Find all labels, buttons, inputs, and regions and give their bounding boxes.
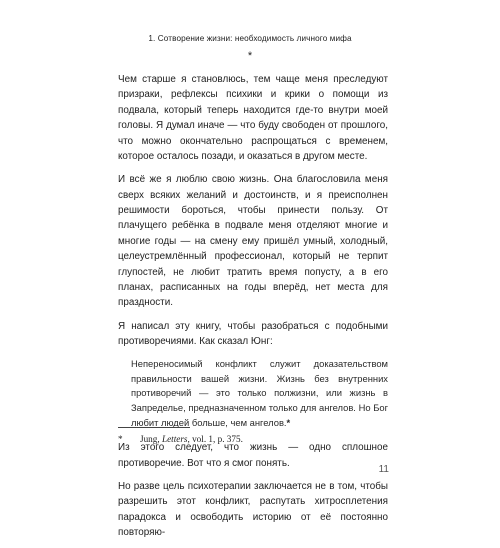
footnote-details: , vol. 1, p. 375. bbox=[187, 434, 243, 444]
page-number: 11 bbox=[378, 464, 389, 475]
footnote bbox=[118, 433, 388, 445]
running-head: 1. Сотворение жизни: необходимость личного мифа bbox=[148, 34, 352, 43]
paragraph-4: Из этого следует, что жизнь — одно сплошное противоречие. Вот что я смог понять. bbox=[118, 442, 388, 469]
paragraph-3: Я написал эту книгу, чтобы разобраться с подобными противоречиями. Как сказал Юнг: bbox=[118, 320, 388, 348]
footnote-title: Letters bbox=[161, 434, 188, 444]
footnote-reference[interactable]: * bbox=[286, 416, 291, 428]
paragraph-1: Чем старше я становлюсь, тем чаще меня преследуют призраки, рефлексы психики и крики о помощи из подвала, который теперь находится где-то внутри моей головы. Я думал иначе — что буду свободен от прошлого, что можно окончательно распрощаться с временем, которое осталось позади, и оказаться в другом месте. bbox=[118, 74, 388, 163]
paragraph-5: Но разве цель психотерапии заключается не в том, чтобы разрешить этот конфликт, распутать хитросплетения парадокса и освободить историю от её постоянно повторяю- bbox=[118, 480, 388, 539]
section-ornament: * bbox=[247, 50, 253, 62]
body-text bbox=[118, 72, 388, 548]
quote-text: Непереносимый конфликт служит доказательством правильности вашей жизни. Жизнь без внутренних противоречий — это только полжизни, или жизнь в Запределье, предназначенном только для ангелов. Но Бог любит людей больше, чем ангелов. bbox=[131, 358, 388, 428]
jung-quote bbox=[131, 357, 388, 430]
footnote-mark: * bbox=[118, 434, 123, 444]
footnote-author: Jung, bbox=[140, 434, 160, 444]
footnote-divider bbox=[118, 427, 190, 428]
paragraph-2: И всё же я люблю свою жизнь. Она благословила меня сверх всяких желаний и достоинств, и я преисполнен решимости бороться, чтобы принести пользу. От плачущего ребёнка в подвале меня отделяют многие и многие годы — на смену ему пришёл умный, холодный, целеустремлённый профессионал, который не терпит глупостей, не любит тратить время попусту, а в его планах, расписанных на годы вперёд, нет места для праздности. bbox=[118, 174, 388, 309]
